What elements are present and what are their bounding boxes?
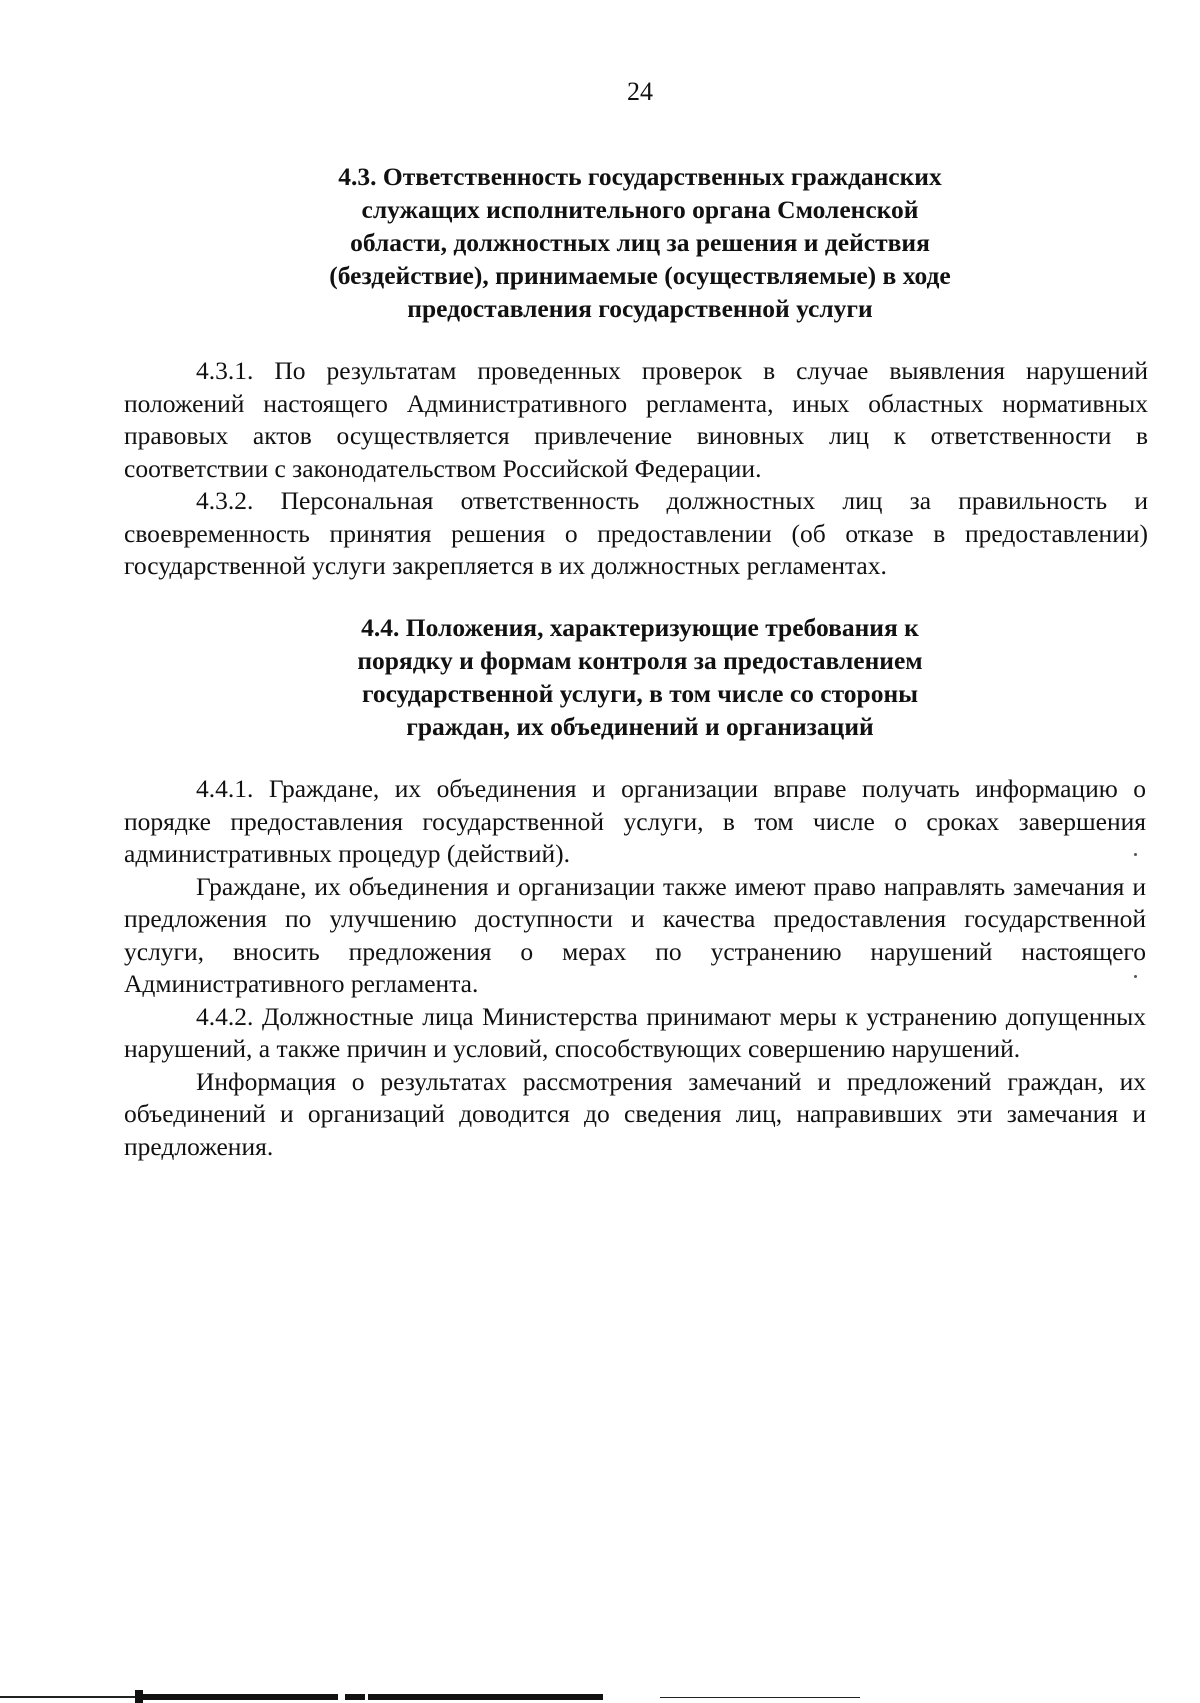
heading-line: (бездействие), принимаемые (осуществляемые) в ходе	[329, 261, 951, 290]
scan-edge-bar	[368, 1694, 603, 1700]
heading-line: 4.4. Положения, характеризующие требования к	[361, 613, 919, 642]
section-4-4-body	[124, 773, 1146, 1163]
heading-line: области, должностных лиц за решения и действия	[350, 228, 930, 257]
scan-edge-line	[660, 1697, 860, 1698]
heading-line: 4.3. Ответственность государственных гражданских	[338, 162, 942, 191]
heading-line: государственной услуги, в том числе со стороны	[361, 679, 919, 708]
scan-edge-line	[0, 1696, 135, 1698]
paragraph-4-3-2: 4.3.2. Персональная ответственность должностных лиц за правильность и своевременность принятия решения о предоставлении (об отказе в предоставлении) государственной услуги закрепляется в их должностных регламентах.	[124, 486, 1148, 580]
scan-edge-mark	[135, 1690, 143, 1703]
scan-speck	[1134, 975, 1137, 978]
heading-line: служащих исполнительного органа Смоленской	[361, 195, 919, 224]
paragraph-results-info: Информация о результатах рассмотрения замечаний и предложений граждан, их объединений и организаций доводится до сведения лиц, направивших эти замечания и предложения.	[124, 1066, 1146, 1161]
paragraph-citizens-rights: Граждане, их объединения и организации также имеют право направлять замечания и предложения по улучшению доступности и качества предоставления государственной услуги, вносить предложения о мерах по устранению нарушений настоящего Административного регламента.	[124, 871, 1146, 998]
paragraph-4-3-1: 4.3.1. По результатам проведенных проверок в случае выявления нарушений положений настоящего Административного регламента, иных областных нормативных правовых актов осуществляется привлечение виновных лиц к ответственности в соответствии с законодательством Российской Федерации.	[124, 356, 1148, 483]
scan-edge-bar	[143, 1694, 338, 1700]
section-4-4-heading	[300, 611, 980, 743]
heading-line: предоставления государственной услуги	[407, 294, 873, 323]
scan-edge-strip	[0, 1690, 1200, 1703]
scan-edge-bar	[345, 1694, 365, 1700]
page-number: 24	[627, 77, 653, 106]
heading-line: порядку и формам контроля за предоставлением	[357, 646, 923, 675]
paragraph-4-4-1: 4.4.1. Граждане, их объединения и организации вправе получать информацию о порядке предоставления государственной услуги, в том числе о сроках завершения административных процедур (действий).	[124, 774, 1146, 868]
paragraph-4-4-2: 4.4.2. Должностные лица Министерства принимают меры к устранению допущенных нарушений, а также причин и условий, способствующих совершению нарушений.	[124, 1001, 1146, 1063]
heading-line: граждан, их объединений и организаций	[406, 712, 874, 741]
section-4-3-body	[124, 355, 1148, 583]
scan-speck	[1134, 853, 1137, 856]
section-4-3-heading	[280, 160, 1000, 325]
